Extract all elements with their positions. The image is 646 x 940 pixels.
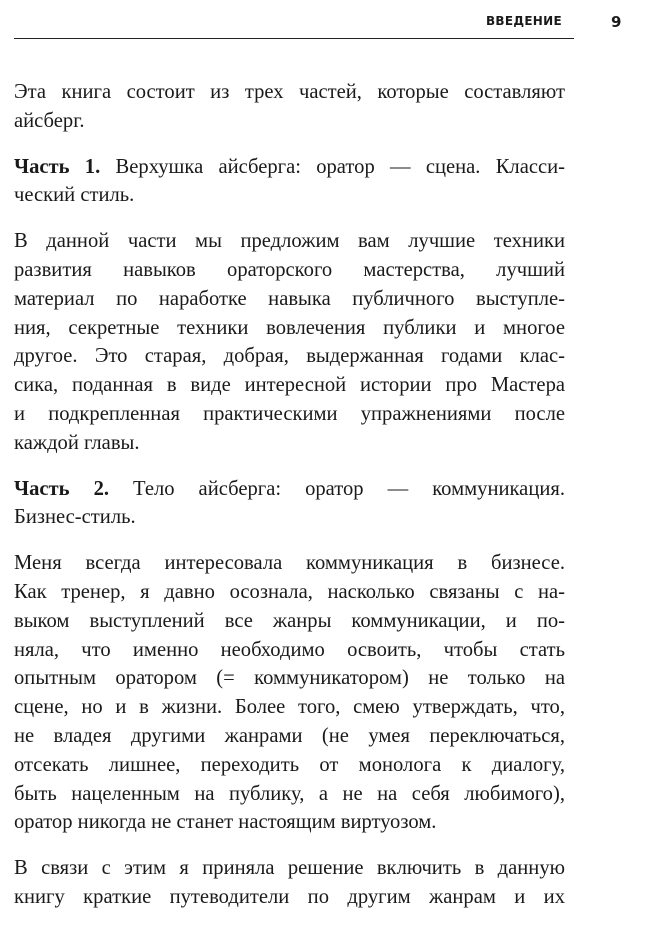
paragraph-intro xyxy=(14,78,565,136)
text-line: развития навыков ораторского мастерства, лучший xyxy=(14,258,565,281)
text-body xyxy=(14,78,565,929)
text-line: Как тренер, я давно осознала, насколько связаны с на- xyxy=(14,580,565,603)
text-line: быть нацеленным на публику, а не на себя любимого), xyxy=(14,782,565,805)
text-line: книгу краткие путеводители по другим жанрам и их xyxy=(14,885,565,908)
text-line: ния, секретные техники вовлечения публики и многое xyxy=(14,316,565,339)
section-title: ВВЕДЕНИЕ xyxy=(485,14,562,28)
text-line: не владея другими жанрами (не умея переключаться, xyxy=(14,724,565,747)
text-line xyxy=(14,475,565,504)
text-line: В связи с этим я приняла решение включить в данную xyxy=(14,857,565,880)
part-2-label: Часть 2. xyxy=(14,477,110,500)
text-line xyxy=(14,153,565,182)
text-line: отсекать лишнее, переходить от монолога к диалогу, xyxy=(14,753,565,776)
text-line: другое. Это старая, добрая, выдержанная годами клас- xyxy=(14,345,565,368)
paragraph-part-1 xyxy=(14,153,565,211)
part-1-label: Часть 1. xyxy=(14,155,101,178)
text-line: опытным оратором (= коммуникатором) не только на xyxy=(14,667,565,690)
paragraph-conclusion xyxy=(14,854,565,912)
text-line: и подкрепленная практическими упражнениями после xyxy=(14,402,565,425)
text-line: выком выступлений все жанры коммуникации, и по- xyxy=(14,609,565,632)
paragraph-part-2 xyxy=(14,475,565,533)
text-line: В данной части мы предложим вам лучшие техники xyxy=(14,230,565,253)
part-1-title: Верхушка айсберга: оратор — сцена. Класси- xyxy=(115,155,566,178)
part-2-title: Тело айсберга: оратор — коммуникация. xyxy=(133,477,565,500)
text-line: Меня всегда интересовала коммуникация в бизнесе. xyxy=(14,552,565,575)
page-number: 9 xyxy=(611,13,622,31)
text-line: сика, поданная в виде интересной истории про Мастера xyxy=(14,374,565,397)
text-line: ческий стиль. xyxy=(14,184,135,207)
text-line: Эта книга состоит из трех частей, которые составляют xyxy=(14,81,565,103)
text-line: сцене, но и в жизни. Более того, смею утверждать, что, xyxy=(14,696,565,719)
text-line: материал по наработке навыка публичного выступле- xyxy=(14,287,565,310)
paragraph-part-1-description xyxy=(14,227,565,457)
running-header xyxy=(14,0,574,39)
text-line: каждой главы. xyxy=(14,431,140,454)
text-line: айсберг. xyxy=(14,109,85,132)
text-line: няла, что именно необходимо освоить, чтобы стать xyxy=(14,638,565,661)
paragraph-part-2-description xyxy=(14,549,565,837)
text-line: оратор никогда не станет настоящим виртуозом. xyxy=(14,811,437,834)
text-line: Бизнес-стиль. xyxy=(14,506,136,529)
